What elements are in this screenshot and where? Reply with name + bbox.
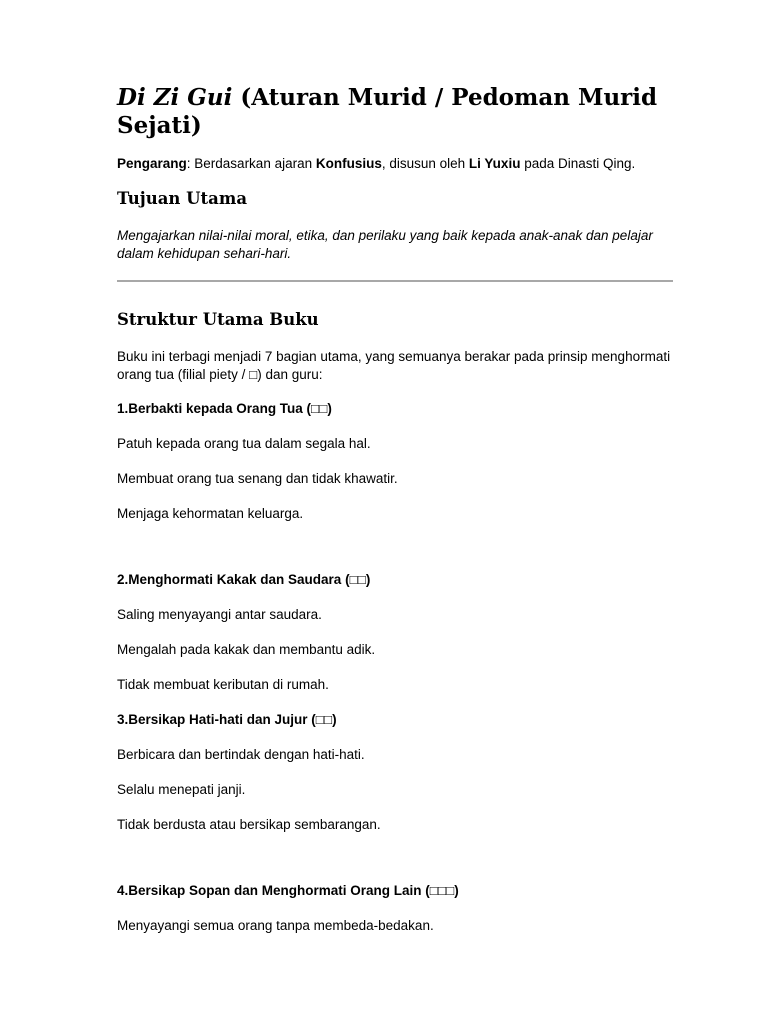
section-2-item-2: Mengalah pada kakak dan membantu adik. [117, 642, 376, 657]
section-1-heading: 1.Berbakti kepada Orang Tua (□□) [117, 401, 332, 416]
document-title [117, 84, 677, 140]
structure-intro: Buku ini terbagi menjadi 7 bagian utama, yang semuanya berakar pada prinsip menghormati orang tua (filial piety / □) dan guru: [117, 349, 671, 382]
author-text-3: pada Dinasti Qing. [520, 156, 636, 171]
purpose-heading: Tujuan Utama [117, 189, 248, 208]
section-4-item-1: Menyayangi semua orang tanpa membeda-bedakan. [117, 918, 434, 933]
structure-heading: Struktur Utama Buku [117, 310, 319, 329]
author-label: Pengarang [117, 156, 187, 171]
section-2-item-3: Tidak membuat keributan di rumah. [117, 677, 329, 692]
title-italic: Di Zi Gui [117, 84, 233, 111]
author-text-1: : Berdasarkan ajaran [186, 156, 316, 171]
section-2-item-1: Saling menyayangi antar saudara. [117, 607, 322, 622]
title-rest: (Aturan Murid / Pedoman Murid Sejati) [117, 84, 658, 139]
section-3-heading: 3.Bersikap Hati-hati dan Jujur (□□) [117, 712, 337, 727]
horizontal-divider [117, 280, 673, 282]
author-confucius: Konfusius [315, 156, 382, 171]
section-4-heading: 4.Bersikap Sopan dan Menghormati Orang Lain (□□□) [117, 883, 459, 898]
section-1-item-1: Patuh kepada orang tua dalam segala hal. [117, 436, 371, 451]
section-3-item-3: Tidak berdusta atau bersikap sembarangan. [117, 817, 381, 832]
section-1-item-2: Membuat orang tua senang dan tidak khawatir. [117, 471, 398, 486]
author-text-2: , disusun oleh [381, 156, 469, 171]
section-3-item-1: Berbicara dan bertindak dengan hati-hati. [117, 747, 365, 762]
purpose-text: Mengajarkan nilai-nilai moral, etika, dan perilaku yang baik kepada anak-anak dan pelajar dalam kehidupan sehari-hari. [117, 228, 653, 261]
section-2-heading: 2.Menghormati Kakak dan Saudara (□□) [117, 572, 371, 587]
author-line [117, 155, 677, 173]
author-compiler: Li Yuxiu [468, 156, 521, 171]
section-3-item-2: Selalu menepati janji. [117, 782, 246, 797]
section-1-item-3: Menjaga kehormatan keluarga. [117, 506, 304, 521]
